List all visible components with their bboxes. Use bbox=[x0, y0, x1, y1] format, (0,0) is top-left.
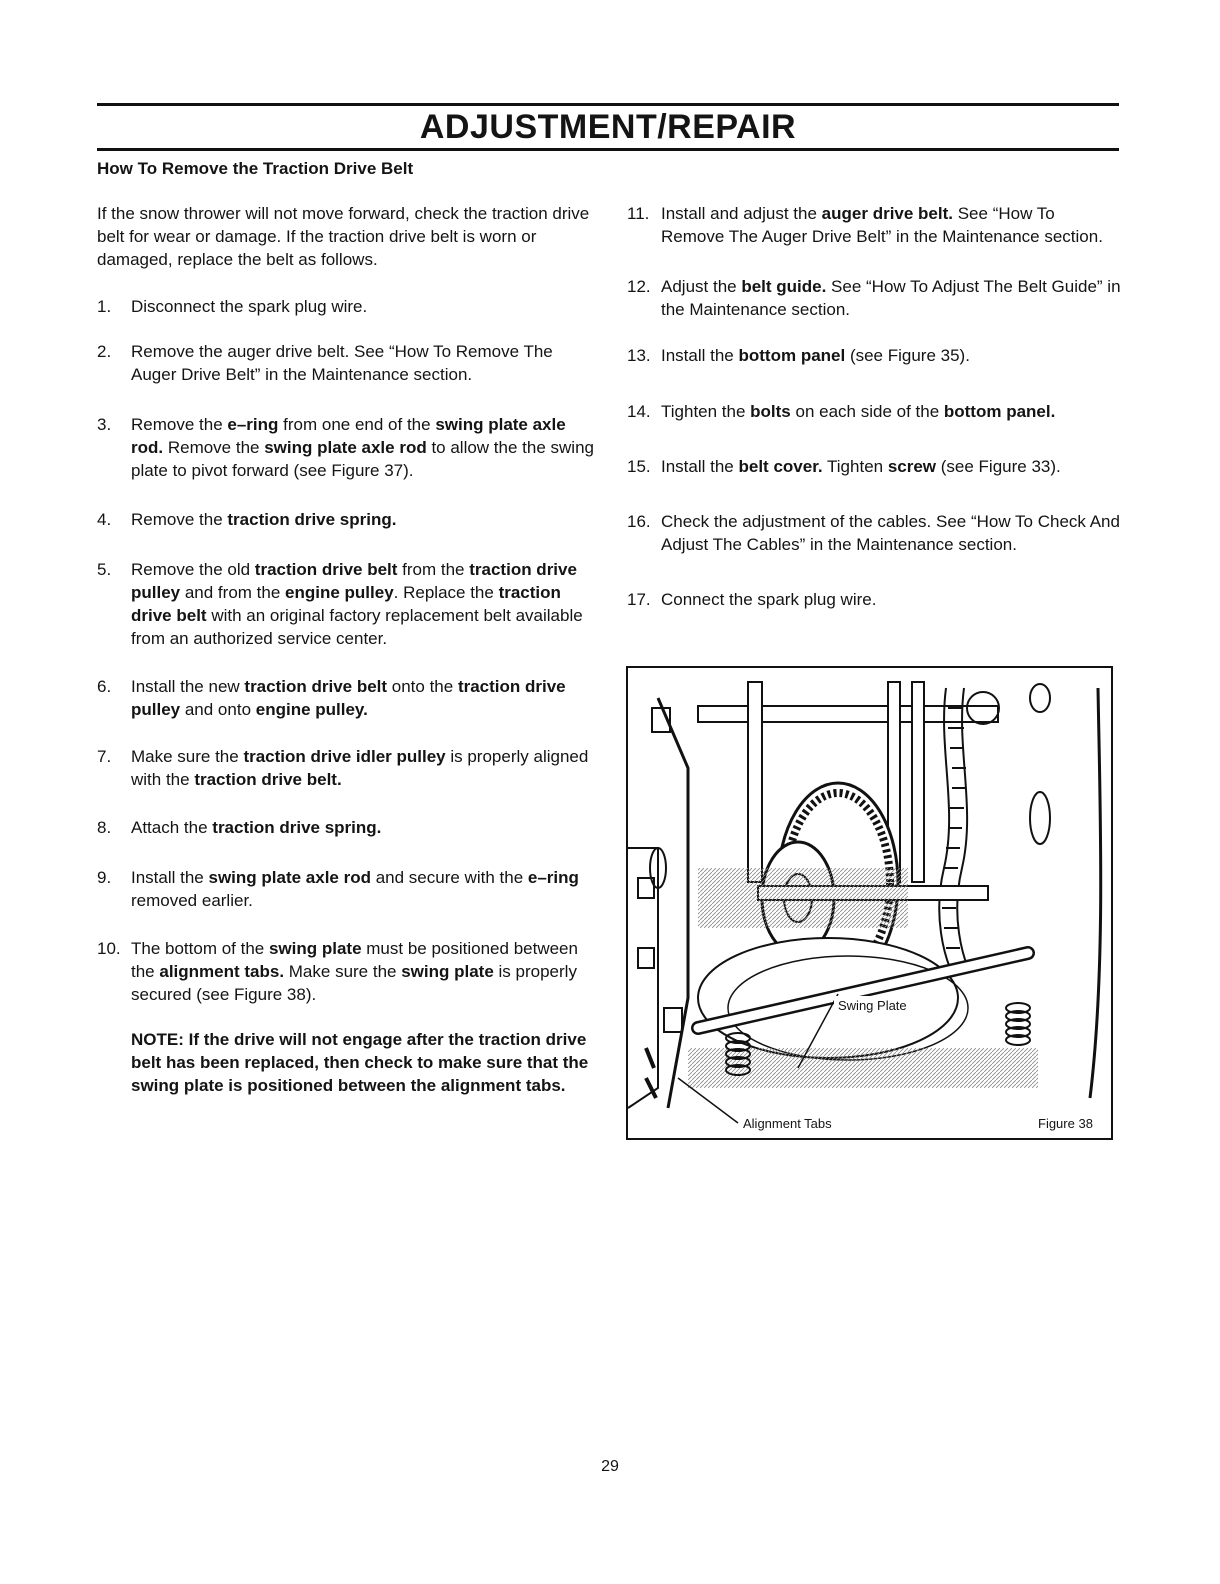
step-item bbox=[97, 340, 595, 386]
step-text-run: Install the bbox=[661, 346, 739, 365]
step-text-run: and secure with the bbox=[371, 868, 528, 887]
step-number: 2. bbox=[97, 342, 112, 361]
step-item bbox=[627, 344, 1121, 367]
bolt-head bbox=[638, 948, 654, 968]
step-text-run: (see Figure 35). bbox=[845, 346, 970, 365]
step-text-run: from the bbox=[397, 560, 470, 579]
mounting-hole bbox=[1030, 792, 1050, 844]
step-text-run: Adjust the bbox=[661, 277, 742, 296]
left-column bbox=[97, 202, 595, 1097]
frame-left-edge bbox=[658, 698, 688, 1108]
step-number: 8. bbox=[97, 818, 112, 837]
step-text bbox=[131, 868, 579, 910]
step-text-run: Disconnect the spark plug wire. bbox=[131, 297, 368, 316]
step-text-run: Remove the bbox=[163, 438, 265, 457]
step-emphasis: swing plate bbox=[268, 939, 362, 958]
step-item bbox=[97, 508, 595, 531]
step-text-run: is properly secured (see Figure 38). bbox=[131, 962, 577, 1004]
step-emphasis: engine pulley. bbox=[255, 700, 368, 719]
step-text bbox=[131, 297, 367, 316]
step-emphasis: swing plate axle rod. bbox=[131, 415, 566, 457]
step-item bbox=[97, 413, 595, 482]
traction-drive-spring bbox=[1006, 1003, 1030, 1045]
step-item bbox=[627, 588, 1121, 611]
step-emphasis: traction drive idler pulley bbox=[243, 747, 446, 766]
step-emphasis: bottom panel bbox=[738, 346, 846, 365]
step-text-run: Connect the spark plug wire. bbox=[661, 590, 877, 609]
step-text-run: from one end of the bbox=[278, 415, 436, 434]
step-item bbox=[97, 295, 595, 318]
step-text-run: Check the adjustment of the cables. See “How To Check And Adjust The Cables” in the Maintenance section. bbox=[661, 512, 1120, 554]
frame-right-edge bbox=[1090, 688, 1101, 1098]
step-text bbox=[131, 560, 583, 648]
drive-chain bbox=[939, 688, 968, 968]
step-number: 4. bbox=[97, 510, 112, 529]
step-number: 15. bbox=[627, 457, 651, 476]
step-emphasis: traction drive pulley bbox=[131, 560, 577, 602]
step-item bbox=[97, 937, 595, 1006]
step-emphasis: bottom panel. bbox=[943, 402, 1056, 421]
bolt-head bbox=[1030, 684, 1050, 712]
step-item bbox=[97, 675, 595, 721]
step-text-run: must be positioned between the bbox=[131, 939, 578, 981]
step-text-run: removed earlier. bbox=[131, 891, 253, 910]
step-text-run: is properly aligned with the bbox=[131, 747, 589, 789]
step-text-run: with an original factory replacement belt available from an authorized service center. bbox=[131, 606, 583, 648]
step-text bbox=[131, 415, 594, 480]
step-text bbox=[131, 677, 566, 719]
step-text bbox=[131, 510, 396, 529]
step-text bbox=[131, 342, 553, 384]
step-text-run: Make sure the bbox=[284, 962, 402, 981]
step-number: 11. bbox=[627, 204, 650, 223]
alignment-tabs-label: Alignment Tabs bbox=[743, 1116, 832, 1131]
step-item bbox=[97, 558, 595, 650]
step-item bbox=[97, 866, 595, 912]
step-text bbox=[661, 204, 1103, 246]
step-item bbox=[97, 816, 595, 839]
step-emphasis: engine pulley bbox=[285, 583, 394, 602]
step-number: 12. bbox=[627, 277, 651, 296]
step-emphasis: traction drive belt bbox=[131, 583, 561, 625]
step-emphasis: alignment tabs. bbox=[159, 962, 285, 981]
step-text-run: Tighten the bbox=[661, 402, 751, 421]
step-emphasis: auger drive belt. bbox=[821, 204, 953, 223]
step-text-run: Remove the bbox=[131, 510, 228, 529]
step-text-run: Install the bbox=[131, 868, 209, 887]
step-number: 6. bbox=[97, 677, 112, 696]
step-number: 17. bbox=[627, 590, 651, 609]
step-number: 16. bbox=[627, 512, 651, 531]
step-text-run: Install the bbox=[661, 457, 739, 476]
step-text-run: Install and adjust the bbox=[661, 204, 822, 223]
step-text-run: and from the bbox=[180, 583, 286, 602]
step-number: 9. bbox=[97, 868, 112, 887]
step-text-run: . Replace the bbox=[393, 583, 499, 602]
step-emphasis: belt guide. bbox=[741, 277, 827, 296]
figure-38 bbox=[626, 666, 1113, 1140]
right-column bbox=[627, 202, 1121, 611]
figure-caption: Figure 38 bbox=[1038, 1116, 1093, 1131]
step-text-run: Install the new bbox=[131, 677, 245, 696]
step-emphasis: swing plate axle rod bbox=[208, 868, 371, 887]
step-emphasis: traction drive spring. bbox=[212, 818, 382, 837]
step-item bbox=[627, 510, 1121, 556]
step-text-run: and onto bbox=[180, 700, 256, 719]
section-title: How To Remove the Traction Drive Belt bbox=[97, 159, 414, 178]
shaded-area bbox=[688, 1048, 1038, 1088]
intro-paragraph: If the snow thrower will not move forward, check the traction drive belt for wear or damage. If the traction drive belt is worn or damaged, replace the belt as follows. bbox=[97, 204, 590, 269]
shaded-area bbox=[698, 868, 908, 928]
step-text-run: Remove the bbox=[131, 415, 228, 434]
step-item bbox=[627, 455, 1121, 478]
step-text-run: (see Figure 33). bbox=[936, 457, 1061, 476]
step-item bbox=[627, 400, 1121, 423]
step-text-run: Remove the old bbox=[131, 560, 255, 579]
step-text-run: The bottom of the bbox=[131, 939, 269, 958]
step-text bbox=[131, 747, 588, 789]
step-text-run: Tighten bbox=[822, 457, 888, 476]
step-number: 1. bbox=[97, 297, 112, 316]
step-number: 14. bbox=[627, 402, 651, 421]
step-number: 13. bbox=[627, 346, 651, 365]
step-text bbox=[661, 457, 1061, 476]
bottom-rule bbox=[97, 148, 1119, 151]
step-item bbox=[97, 745, 595, 791]
step-text-run: on each side of the bbox=[790, 402, 944, 421]
step-text bbox=[661, 346, 970, 365]
step-emphasis: traction drive belt bbox=[254, 560, 398, 579]
step-number: 10. bbox=[97, 939, 121, 958]
step-number: 7. bbox=[97, 747, 112, 766]
step-number: 5. bbox=[97, 560, 112, 579]
step-item bbox=[627, 202, 1121, 248]
note-paragraph: NOTE: If the drive will not engage after the traction drive belt has been replaced, then check to make sure that the swing plate is positioned between the alignment tabs. bbox=[131, 1030, 589, 1095]
swing-plate-label: Swing Plate bbox=[838, 998, 907, 1013]
bolt-head bbox=[664, 1008, 682, 1032]
step-emphasis: traction drive belt bbox=[244, 677, 388, 696]
step-number: 3. bbox=[97, 415, 112, 434]
step-emphasis: swing plate bbox=[401, 962, 494, 981]
step-text-run: Remove the auger drive belt. See “How To Remove The Auger Drive Belt” in the Maintenance section. bbox=[131, 342, 553, 384]
step-emphasis: belt cover. bbox=[738, 457, 823, 476]
step-text-run: See “How To Adjust The Belt Guide” in the Maintenance section. bbox=[661, 277, 1121, 319]
step-emphasis: traction drive spring. bbox=[227, 510, 397, 529]
step-emphasis: e–ring bbox=[227, 415, 279, 434]
frame-post bbox=[912, 682, 924, 882]
frame-post bbox=[748, 682, 762, 882]
step-text bbox=[131, 818, 381, 837]
step-text bbox=[661, 590, 876, 609]
step-text-run: onto the bbox=[387, 677, 458, 696]
step-emphasis: screw bbox=[887, 457, 937, 476]
step-text bbox=[131, 939, 578, 1004]
step-emphasis: e–ring bbox=[527, 868, 579, 887]
step-text-run: Make sure the bbox=[131, 747, 244, 766]
step-emphasis: traction drive pulley bbox=[131, 677, 566, 719]
step-emphasis: bolts bbox=[750, 402, 791, 421]
step-text bbox=[661, 402, 1055, 421]
figure-38-illustration bbox=[628, 668, 1111, 1138]
step-text bbox=[661, 512, 1120, 554]
step-emphasis: traction drive belt. bbox=[194, 770, 342, 789]
step-text-run: See “How To Remove The Auger Drive Belt” in the Maintenance section. bbox=[661, 204, 1103, 246]
step-item bbox=[627, 275, 1121, 321]
page-title: ADJUSTMENT/REPAIR bbox=[419, 108, 797, 146]
step-text bbox=[661, 277, 1121, 319]
step-text-run: to allow the the swing plate to pivot forward (see Figure 37). bbox=[131, 438, 594, 480]
page-number: 29 bbox=[601, 1458, 619, 1475]
step-text-run: Attach the bbox=[131, 818, 213, 837]
step-emphasis: swing plate axle rod bbox=[264, 438, 427, 457]
